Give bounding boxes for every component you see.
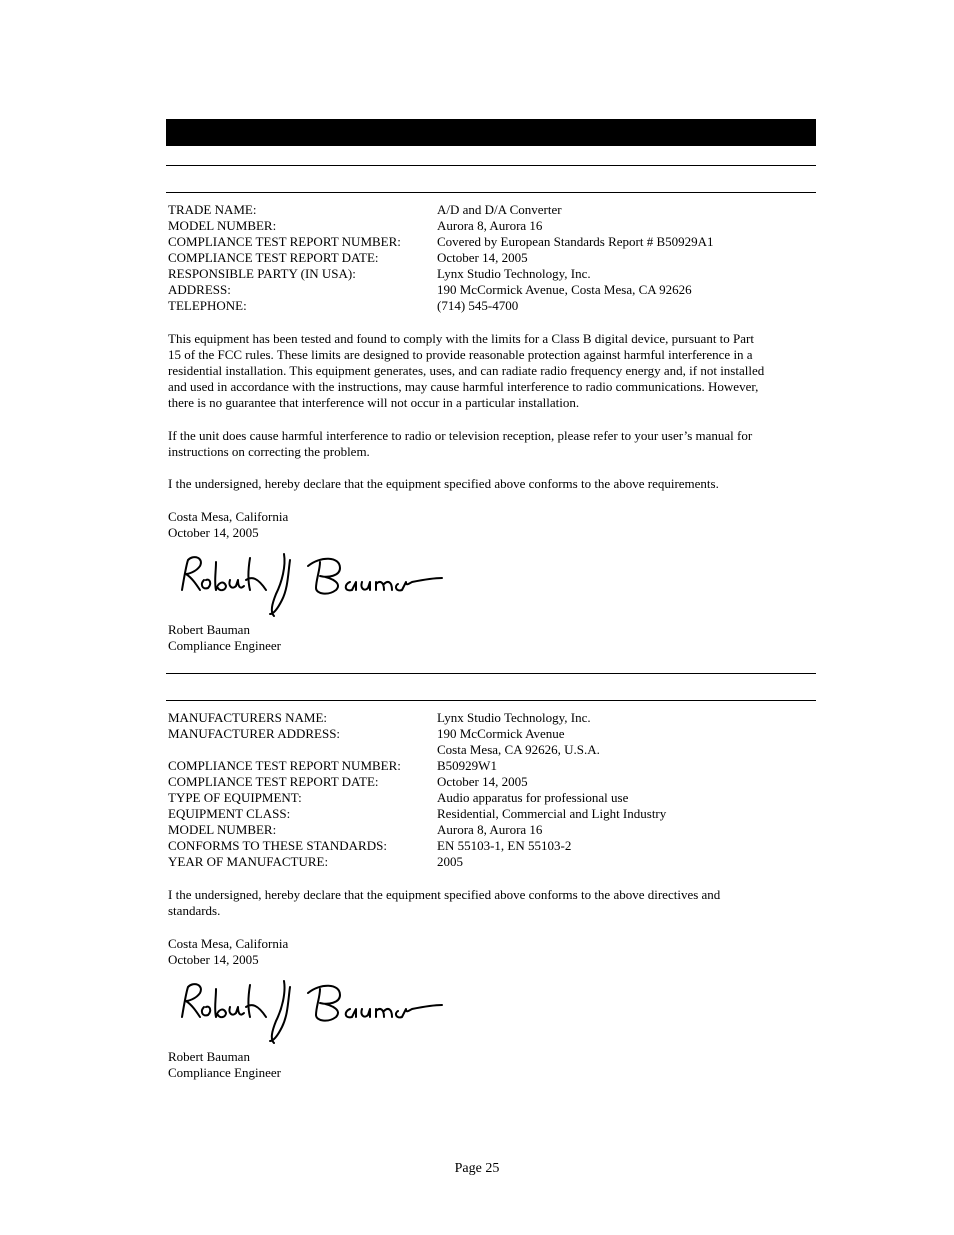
date: October 14, 2005 xyxy=(168,525,259,540)
field-value: Costa Mesa, CA 92626, U.S.A. xyxy=(437,742,600,757)
fcc-interference-paragraph xyxy=(168,428,816,460)
field-label: COMPLIANCE TEST REPORT NUMBER: xyxy=(168,234,401,249)
field-value: 190 McCormick Avenue, Costa Mesa, CA 92626 xyxy=(437,282,692,297)
field-label: TYPE OF EQUIPMENT: xyxy=(168,790,302,805)
signer-name: Robert Bauman xyxy=(168,622,250,637)
field-value: Audio apparatus for professional use xyxy=(437,790,629,805)
place: Costa Mesa, California xyxy=(168,509,289,524)
ce-signer xyxy=(168,1049,816,1081)
field-row xyxy=(168,298,816,314)
field-value: Aurora 8, Aurora 16 xyxy=(437,218,543,233)
field-row xyxy=(168,790,816,806)
signer-title: Compliance Engineer xyxy=(168,638,281,653)
ce-place-date xyxy=(168,936,816,968)
field-row xyxy=(168,202,816,218)
field-label: COMPLIANCE TEST REPORT DATE: xyxy=(168,774,379,789)
field-value: Aurora 8, Aurora 16 xyxy=(437,822,543,837)
field-row xyxy=(168,218,816,234)
section-header-bar xyxy=(166,119,816,146)
field-value: Covered by European Standards Report # B50929A1 xyxy=(437,234,714,249)
field-label xyxy=(168,742,437,758)
paragraph-line: residential installation. This equipment generates, uses, and can radiate radio frequency energy and, if not installed xyxy=(168,363,765,378)
field-row xyxy=(168,854,816,870)
field-label: YEAR OF MANUFACTURE: xyxy=(168,854,329,869)
field-label: MANUFACTURER ADDRESS: xyxy=(168,726,341,741)
field-label: COMPLIANCE TEST REPORT NUMBER: xyxy=(168,758,401,773)
divider-rule xyxy=(166,192,816,193)
field-label: ADDRESS: xyxy=(168,282,231,297)
field-label: MODEL NUMBER: xyxy=(168,218,277,233)
field-value: October 14, 2005 xyxy=(437,250,528,265)
paragraph-line: 15 of the FCC rules. These limits are designed to provide reasonable protection against harmful interference in a xyxy=(168,347,753,362)
field-row xyxy=(168,838,816,854)
date: October 14, 2005 xyxy=(168,952,259,967)
field-label: MANUFACTURERS NAME: xyxy=(168,710,328,725)
field-value: Lynx Studio Technology, Inc. xyxy=(437,710,591,725)
field-value: October 14, 2005 xyxy=(437,774,528,789)
ce-declaration xyxy=(168,887,816,919)
field-value: Residential, Commercial and Light Industry xyxy=(437,806,667,821)
handwritten-signature xyxy=(170,977,450,1045)
field-row xyxy=(168,822,816,838)
field-value: A/D and D/A Converter xyxy=(437,202,562,217)
ce-field-list xyxy=(168,710,816,870)
field-label: TELEPHONE: xyxy=(168,298,247,313)
divider-rule xyxy=(166,165,816,166)
field-row xyxy=(168,742,816,758)
paragraph-line: and used in accordance with the instructions, may cause harmful interference to radio communications. However, xyxy=(168,379,759,394)
field-value: EN 55103-1, EN 55103-2 xyxy=(437,838,572,853)
divider-rule xyxy=(166,700,816,701)
fcc-compliance-paragraph xyxy=(168,331,816,411)
field-row xyxy=(168,726,816,742)
field-value: 2005 xyxy=(437,854,463,869)
field-row xyxy=(168,234,816,250)
signer-name: Robert Bauman xyxy=(168,1049,250,1064)
signer-title: Compliance Engineer xyxy=(168,1065,281,1080)
field-row xyxy=(168,282,816,298)
page-number: Page 25 xyxy=(454,1161,500,1176)
field-label: TRADE NAME: xyxy=(168,202,257,217)
field-row xyxy=(168,710,816,726)
paragraph-line: I the undersigned, hereby declare that the equipment specified above conforms to the above directives and xyxy=(168,887,721,902)
field-row xyxy=(168,266,816,282)
field-label: EQUIPMENT CLASS: xyxy=(168,806,291,821)
field-value: Lynx Studio Technology, Inc. xyxy=(437,266,591,281)
paragraph-line: This equipment has been tested and found to comply with the limits for a Class B digital device, pursuant to Part xyxy=(168,331,754,346)
fcc-field-list xyxy=(168,202,816,314)
field-label: CONFORMS TO THESE STANDARDS: xyxy=(168,838,387,853)
field-label: RESPONSIBLE PARTY (IN USA): xyxy=(168,266,356,281)
handwritten-signature xyxy=(170,550,450,618)
field-row xyxy=(168,758,816,774)
field-value: (714) 545-4700 xyxy=(437,298,519,313)
fcc-place-date xyxy=(168,509,816,541)
field-label: COMPLIANCE TEST REPORT DATE: xyxy=(168,250,379,265)
fcc-declaration xyxy=(168,476,816,492)
field-row xyxy=(168,774,816,790)
paragraph-line: If the unit does cause harmful interference to radio or television reception, please refer to your user’s manual for xyxy=(168,428,753,443)
field-row xyxy=(168,806,816,822)
paragraph-line: there is no guarantee that interference will not occur in a particular installation. xyxy=(168,395,580,410)
field-label: MODEL NUMBER: xyxy=(168,822,277,837)
divider-rule xyxy=(166,673,816,674)
field-value: 190 McCormick Avenue xyxy=(437,726,565,741)
fcc-signer xyxy=(168,622,816,654)
declaration-text: I the undersigned, hereby declare that the equipment specified above conforms to the above requirements. xyxy=(168,476,719,491)
place: Costa Mesa, California xyxy=(168,936,289,951)
field-value: B50929W1 xyxy=(437,758,497,773)
paragraph-line: instructions on correcting the problem. xyxy=(168,444,370,459)
paragraph-line: standards. xyxy=(168,903,221,918)
field-row xyxy=(168,250,816,266)
